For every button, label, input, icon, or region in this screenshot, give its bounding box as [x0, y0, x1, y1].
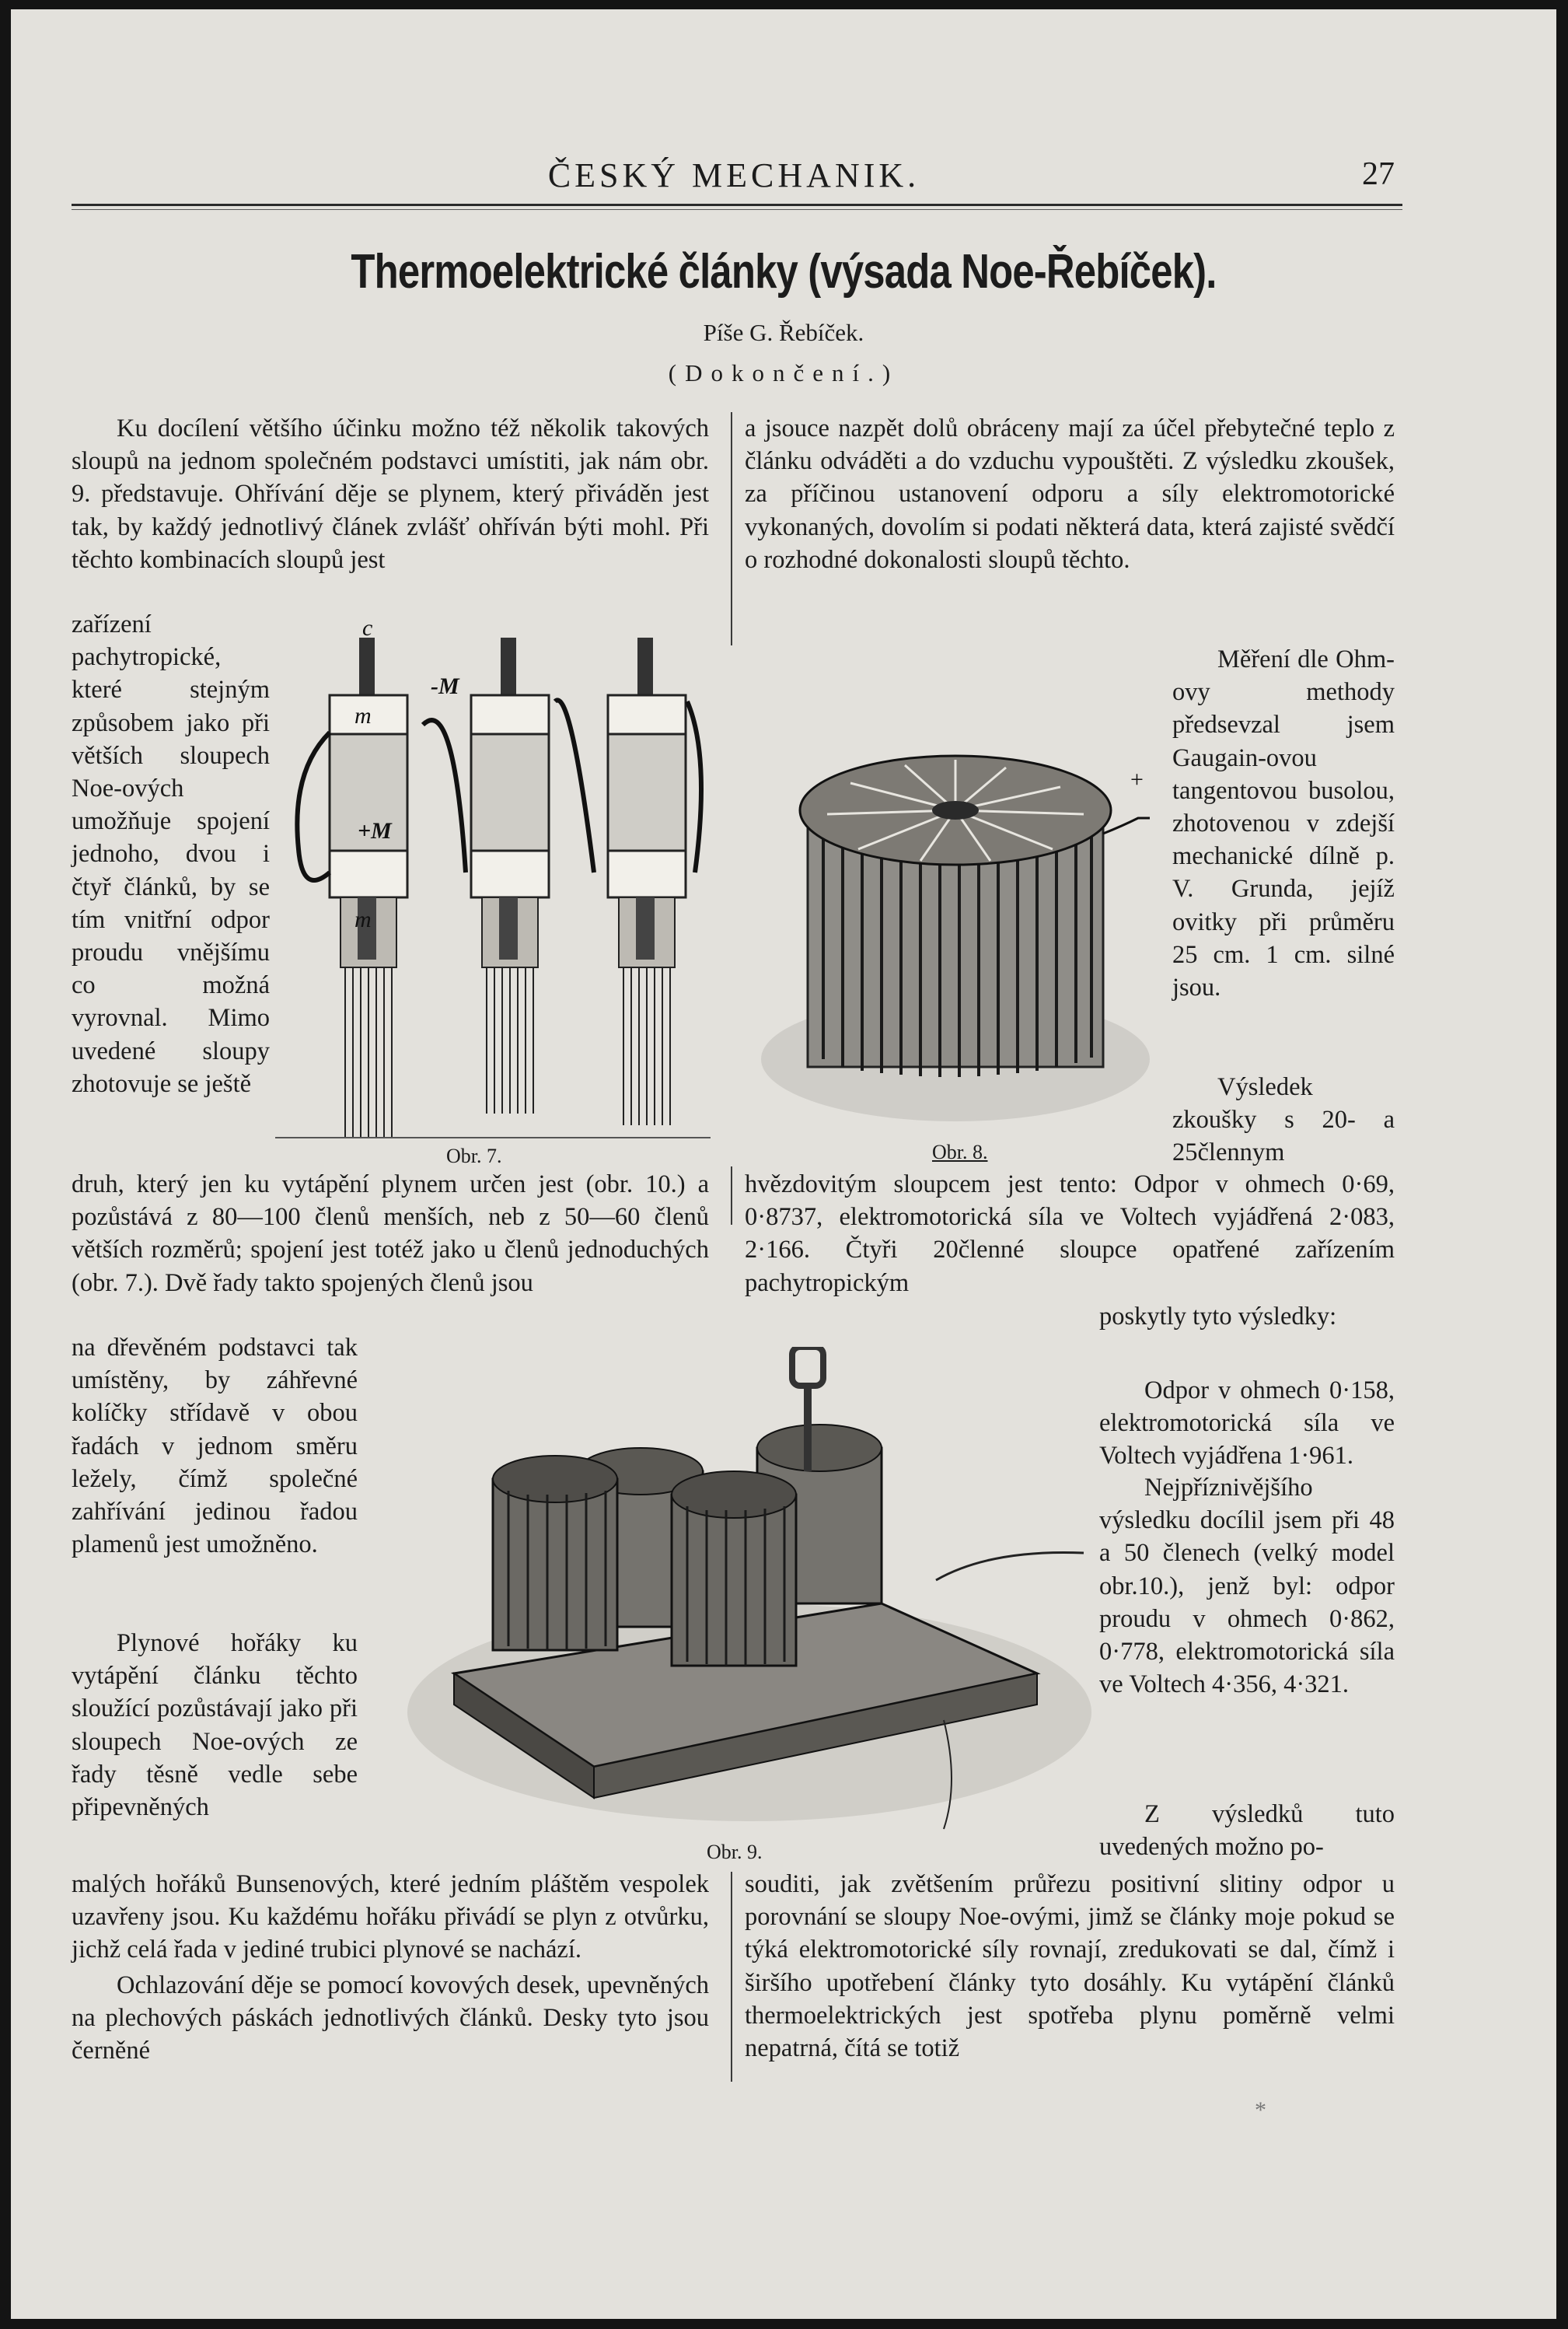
fig9-handle	[792, 1347, 823, 1386]
fig8-label-plus: +	[1130, 767, 1144, 792]
column-rule-bottom	[731, 1872, 732, 2082]
figure-9	[400, 1347, 1099, 1837]
figure-7-illustration	[275, 616, 711, 1152]
fig9-handle-stem	[804, 1386, 812, 1471]
figure-9-illustration	[400, 1347, 1099, 1837]
header-rule-thin	[72, 209, 1402, 210]
figure-8-illustration	[757, 694, 1161, 1129]
page-number: 27	[1362, 156, 1395, 192]
article-title: Thermoelektrické články (výsada Noe-Řebíček).	[351, 245, 1217, 299]
running-head	[11, 156, 1556, 202]
right-paragraph-1: a jsouce nazpět dolů obráceny mají za účel přebytečné teplo z článku odváděti a do vzduchu vypouštěti. Z výsledku zkoušek, za příčinou ustanovení odporu a síly elektromotorické vykonaných, dovolím si podati některá data, která zajisté svědčí o rozhodné dokonalosti sloupů těchto.	[745, 414, 1395, 574]
fig8-center	[932, 801, 979, 820]
right-paragraph-8: Z výsledků tuto uvedených možno po-	[1099, 1800, 1395, 1862]
article-byline: Píše G. Řebíček.	[703, 319, 864, 346]
continued-note: (Dokončení.)	[668, 359, 899, 386]
figure-8-caption: Obr. 8.	[932, 1141, 988, 1163]
fig7-column-2	[471, 638, 549, 967]
left-paragraph-5: Plynové hořáky ku vytápění článku těchto sloužící pozůstávají jako při sloupech Noe-ových ze řady těsně vedle sebe připevněných	[72, 1629, 358, 1822]
left-paragraph-3: druh, který jen ku vytápění plynem určen jest (obr. 10.) a pozůstává z 80—100 členů menších, neb z 50—60 členů větších rozměrů; spojení jest totéž jako u členů jednoduchých (obr. 7.). Dvě řady takto spojených členů jsou	[72, 1170, 709, 1297]
fig9-wire-right	[936, 1552, 1084, 1580]
fig7-fins	[345, 967, 670, 1137]
column-rule-middle	[731, 1166, 732, 1225]
right-paragraph-5: poskytly tyto výsledky:	[1099, 1303, 1337, 1331]
fig9-column-front-right	[672, 1471, 796, 1666]
right-paragraph-2: Měření dle Ohm-ovy methody předsevzal jsem Gaugain-ovou tangentovou busolou, zhotovenou v zdejší mechanické dílně p. V. Grunda, jejíž ovitky při průměru 25 cm. 1 cm. silné jsou.	[1172, 645, 1395, 1002]
fig8-wire	[1103, 818, 1150, 834]
running-title: ČESKÝ MECHANIK.	[547, 156, 920, 194]
fig7-label-m-lower: m	[354, 907, 372, 932]
left-paragraph-6: malých hořáků Bunsenových, které jedním pláštěm vespolek uzavřeny jsou. Ku každému hořáku přivádí se plyn z otvůrku, jichž celá řada v jediné trubici plynové se nachází.	[72, 1870, 709, 1964]
fig9-column-front-left	[493, 1456, 617, 1650]
left-paragraph-7: Ochlazování děje se pomocí kovových desek, upevněných na plechových páskách jednotlivých článků. Desky tyto jsou černěné	[72, 1971, 709, 2065]
left-paragraph-4: na dřevěném podstavci tak umístěny, by záhřevné kolíčky střídavě v obou řadách v jednom směru ležely, čímž společné zahřívání jedinou řadou plamenů jest umožněno.	[72, 1334, 358, 1559]
fig7-label-plus-m: +M	[358, 818, 392, 844]
right-paragraph-4: hvězdovitým sloupcem jest tento: Odpor v ohmech 0·69, 0·8737, elektromotorická síla ve Voltech vyjádřená 2·083, 2·166. Čtyři 20členné sloupce opatřené zařízením pachytropickým	[745, 1170, 1395, 1297]
right-paragraph-9: souditi, jak zvětšením průřezu positivní slitiny odpor u porovnání se sloupy Noe-ovými, jimž se články moje pokud se týká elektromotorické síly rovnají, zredukovati se dal, čímž i širšího upotřebení články tyto dosáhly. Ku vytápění článků thermoelektrických jest spotřeba plynu poměrně velmi nepatrná, čítá se totiž	[745, 1870, 1395, 2063]
header-rule	[72, 204, 1402, 206]
page	[11, 9, 1556, 2319]
figure-8	[757, 694, 1161, 1129]
column-rule-top	[731, 412, 732, 645]
footer-mark: *	[1255, 2097, 1266, 2123]
right-paragraph-7: Nejpříznivějšího výsledku docílil jsem při 48 a 50 členech (velký model obr.10.), jenž byl: odpor proudu v ohmech 0·862, 0·778, elektromotorická síla ve Voltech 4·356, 4·321.	[1099, 1474, 1395, 1699]
figure-7	[275, 616, 711, 1152]
fig7-label-minus-m: -M	[431, 673, 459, 699]
figure-9-caption: Obr. 9.	[707, 1841, 763, 1863]
figure-7-caption: Obr. 7.	[446, 1145, 502, 1167]
fig7-label-m-upper: m	[354, 703, 372, 729]
fig7-column-3	[608, 638, 686, 967]
left-paragraph-2: zařízení pachytropické, které stejným způsobem jako při větších sloupech Noe-ových umožňuje spojení jednoho, dvou i čtyř článků, by se tím vnitřní odpor proudu vnějšímu co možná vyrovnal. Mimo uvedené sloupy zhotovuje se ještě	[72, 610, 270, 1098]
right-paragraph-6: Odpor v ohmech 0·158, elektromotorická síla ve Voltech vyjádřena 1·961.	[1099, 1376, 1395, 1470]
fig7-label-c: c	[362, 616, 373, 641]
right-paragraph-3: Výsledek zkoušky s 20- a 25člennym	[1172, 1073, 1395, 1167]
left-paragraph-1: Ku docílení většího účinku možno též několik takových sloupů na jednom společném podstavci umístiti, jak nám obr. 9. představuje. Ohřívání děje se plynem, který přiváděn jest tak, by každý jednotlivý článek zvlášť ohříván býti mohl. Při těchto kombinacích sloupů jest	[72, 414, 709, 574]
